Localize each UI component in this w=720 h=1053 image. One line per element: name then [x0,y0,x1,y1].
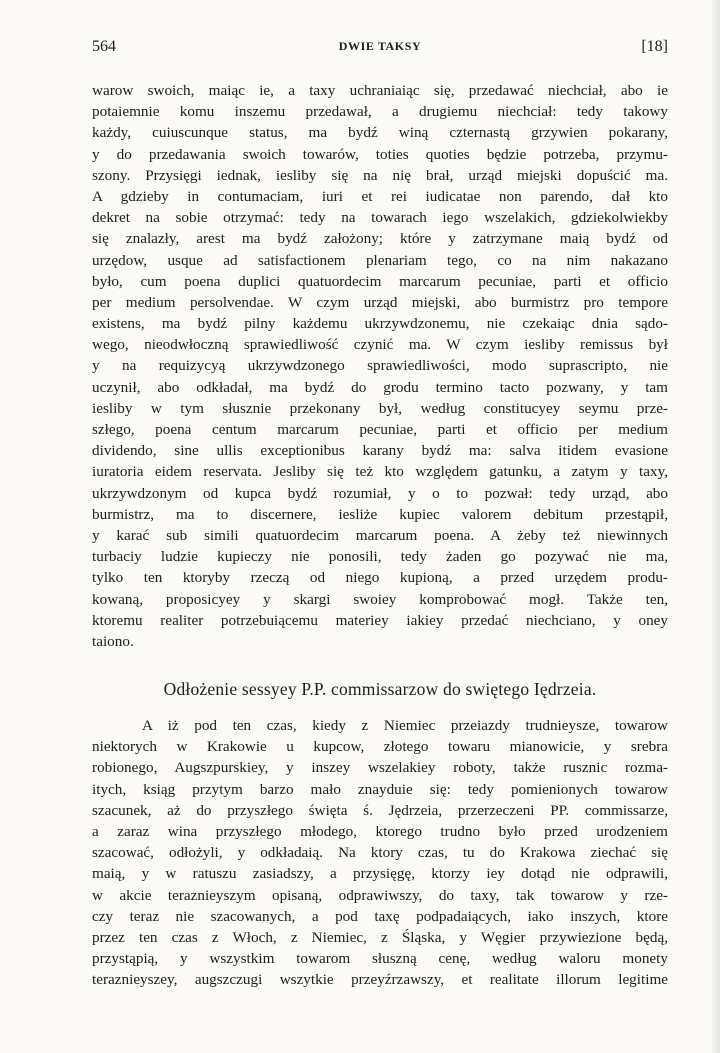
text-line: y na requizycyą ukrzywdzonego sprawiedliwości, modo suprascripto, nie [92,357,668,375]
text-line: turbaciy ludzie kupieczy nie ponosili, tedy żaden go pozywać nie ma, [92,548,668,566]
text-line: burmistrz, ma to discernere, iesliże kupiec valorem debitum przestąpił, [92,505,668,523]
text-line: y karać sub simili quatuordecim marcarum poena. A żeby też niewinnych [92,526,668,544]
text-line: szacować, odłożyli, y odkładaią. Na ktory czas, tu do Krakowa ziechać się [92,844,668,862]
text-line: ukrzywdzonym od kupca bydź rozumiał, y o to pozwał: tedy urząd, abo [92,484,668,502]
paragraph-1 [92,80,668,652]
text-line: szony. Przysięgi iednak, iesliby się na nię brał, urząd miejski dopuścić ma. [92,166,668,184]
text-line: iuratoria eidem reservata. Jesliby się też kto względem gatunku, a zatym y taxy, [92,463,668,481]
section-number: [18] [641,38,668,55]
text-line: było, cum poena duplici quatuordecim marcarum pecuniae, parti et officio [92,272,668,290]
text-line: dekret na sobie otrzymać: tedy na towarach iego wszelakich, gdziekolwiekby [92,209,668,227]
text-line: przez ten czas z Włoch, z Niemiec, z Śląska, y Węgier przywiezione będą, [92,928,668,946]
text-line: potaiemnie komu inszemu przedawał, a drugiemu niechciał: tedy takowy [92,103,668,121]
page-header [92,38,668,60]
text-line: y do przedawania swoich towarów, toties quoties będzie potrzeba, przymu- [92,145,668,163]
page-edge-shadow [712,0,720,1053]
text-line: per medium persolvendae. W czym urząd miejski, abo burmistrz pro tempore [92,293,668,311]
text-line: kowaną, proposicyey y skargi swoiey komprobować mogł. Także ten, [92,590,668,608]
text-line: wego, nieodwłoczną sprawiedliwość czynić ma. W czym iesliby remissus był [92,336,668,354]
text-line: ktoremu realiter potrzebuiącemu materiey iakiey przedać niechciano, y oney [92,611,668,629]
text-line: existens, ma bydź pilny każdemu ukrzywdzonemu, nie czekaiąc dnia sądo- [92,315,668,333]
text-line: maią, y w ratuszu zasiadszy, a przysięgę, ktorzy iey dotąd nie odprawili, [92,865,668,883]
paragraph-2 [92,715,668,990]
text-line: czy teraz nie szacowanych, a pod taxę podpadaiących, iako inszych, ktore [92,907,668,925]
text-line: itych, ksiąg przytym barzo mało znayduie się: tedy pomienionych towarow [92,780,668,798]
text-line: uczynił, abo odkładał, ma bydź do grodu termino tacto pozwany, y tam [92,378,668,396]
text-line: A iż pod ten czas, kiedy z Niemiec przeiazdy trudnieysze, towarow [142,717,668,734]
text-line: urzędow, usque ad satisfactionem plenariam tego, co na nim nakazano [92,251,668,269]
text-line: niektorych w Krakowie u kupcow, złotego towaru mianowicie, y srebra [92,738,668,756]
page-number: 564 [92,38,116,55]
running-title: DWIE TAKSY [338,39,422,53]
text-line: robionego, Augszpurskiey, y inszey wszelakiey roboty, także rusznic rozma- [92,759,668,777]
text-line: tylko ten ktoryby rzeczą od niego kupioną, a przed urzędem produ- [92,569,668,587]
text-line: w akcie teraznieyszym opisaną, odprawiwszy, do taxy, tak towarow y rze- [92,886,668,904]
text-line: się znalazły, arest ma bydź założony; które y zatrzymane maią bydź od [92,230,668,248]
text-line: taiono. [92,632,134,650]
text-line: warow swoich, maiąc ie, a taxy uchraniaiąc się, przedawać niechciał, abo ie [92,82,668,99]
text-line: szłego, poena centum marcarum pecuniae, parti et officio per medium [92,421,668,438]
text-line: szacunek, aż do przyszłego święta ś. Jędrzeia, przerzeczeni PP. commissarze, [92,801,668,819]
text-line: przystąpią, y wszystkim towarom słuszną cenę, według waloru monety [92,950,668,968]
section-heading: Odłożenie sessyey P.P. commissarzow do swiętego Iędrzeia. [163,679,597,699]
text-line: iesliby w tym słusznie przekonany był, według constitucyey seymu prze- [92,399,668,417]
text-line: każdy, cuiuscunque status, ma bydź winą czternastą grzywien pokarany, [92,124,668,142]
text-line: teraznieyszey, augszczugi wszytkie przeyźrzawszy, et realitate illorum legitime [92,971,668,989]
text-line: a zaraz wina przyszłego młodego, ktorego trudno było przed urodzeniem [92,822,668,840]
text-line: dividendo, sine ullis exceptionibus karany bydź ma: salva itidem evasione [92,442,668,460]
text-line: A gdzieby in contumaciam, iuri et rei iudicatae non parendo, dał kto [92,187,668,205]
